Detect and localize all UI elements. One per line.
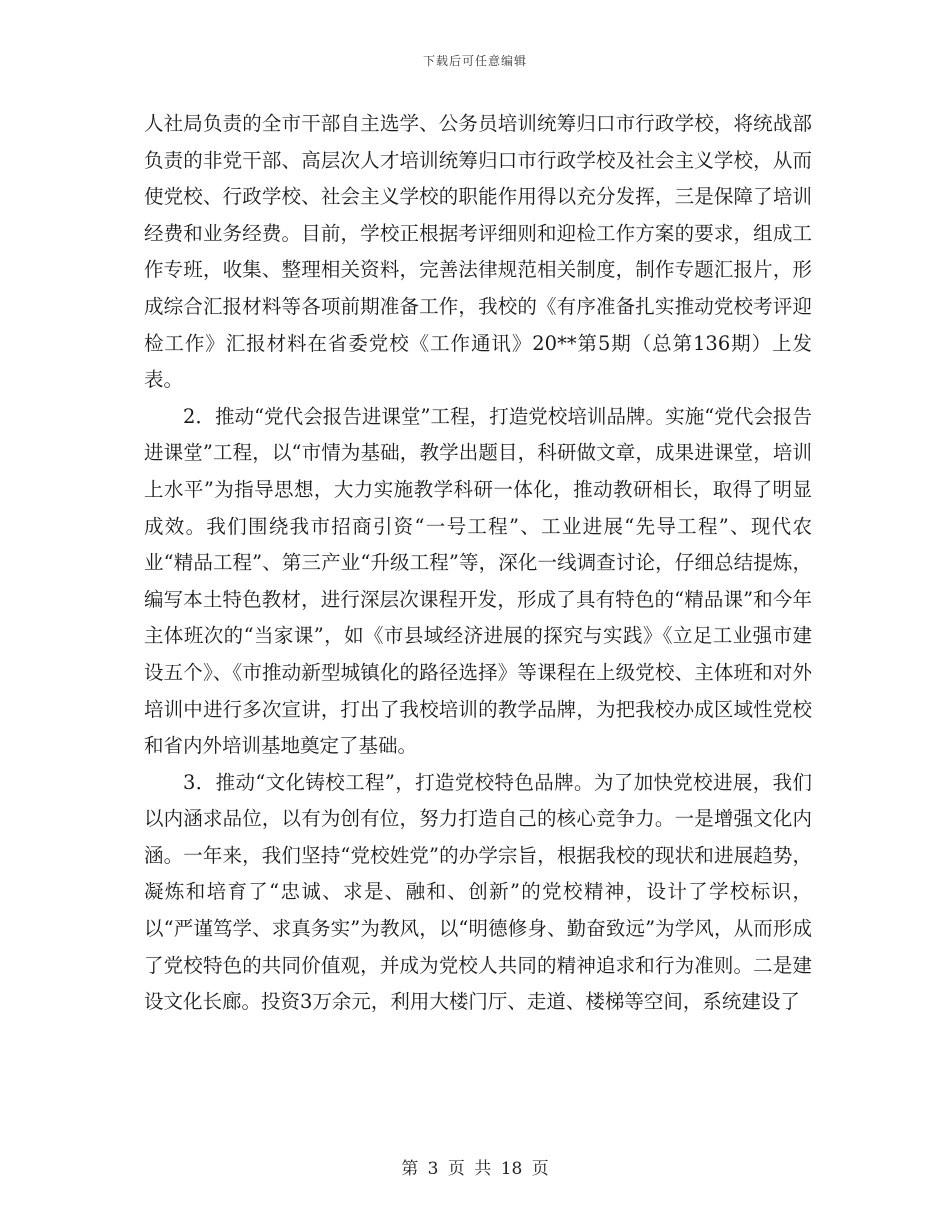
paragraph-3: 3．推动“文化铸校工程”，打造党校特色品牌。为了加快党校进展，我们以内涵求品位，以有为创有位，努力打造自己的核心竞争力。一是增强文化内涵。一年来，我们坚持“党校姓党”的办学宗旨，根据我校的现状和进展趋势，凝炼和培育了“忠诚、求是、融和、创新”的党校精神，设计了学校标识，以“严谨笃学、求真务实”为教风，以“明德修身、勤奋致远”为学风，从而形成了党校特色的共同价值观，并成为党校人共同的精神追求和行为准则。二是建设文化长廊。投资3万余元，利用大楼门厅、走道、楼梯等空间，系统建设了 <box>144 770 812 1014</box>
paragraph-1: 人社局负责的全市干部自主选学、公务员培训统筹归口市行政学校，将统战部负责的非党干部、高层次人才培训统筹归口市行政学校及社会主义学校，从而使党校、行政学校、社会主义学校的职能作用得以充分发挥，三是保障了培训经费和业务经费。目前，学校正根据考评细则和迎检工作方案的要求，组成工作专班，收集、整理相关资料，完善法律规范相关制度，制作专题汇报片，形成综合汇报材料等各项前期准备工作，我校的《有序准备扎实推动党校考评迎检工作》汇报材料在省委党校《工作通讯》20**第5期（总第136期）上发表。 <box>144 112 812 392</box>
paragraph-2: 2．推动“党代会报告进课堂”工程，打造党校培训品牌。实施“党代会报告进课堂”工程，以“市情为基础，教学出题目，科研做文章，成果进课堂，培训上水平”为指导思想，大力实施教学科研一体化，推动教研相长，取得了明显成效。我们围绕我市招商引资“一号工程”、工业进展“先导工程”、现代农业“精品工程”、第三产业“升级工程”等，深化一线调查讨论，仔细总结提炼，编写本土特色教材，进行深层次课程开发，形成了具有特色的“精品课”和今年主体班次的“当家课”，如《市县域经济进展的探究与实践》《立足工业强市建设五个》、《市推动新型城镇化的路径选择》等课程在上级党校、主体班和对外培训中进行多次宣讲，打出了我校培训的教学品牌，为把我校办成区域性党校和省内外培训基地奠定了基础。 <box>144 404 812 758</box>
page-footer: 第 3 页 共 18 页 <box>401 1159 549 1179</box>
page-header: 下载后可任意编辑 <box>422 54 527 68</box>
document-body <box>144 106 812 1021</box>
